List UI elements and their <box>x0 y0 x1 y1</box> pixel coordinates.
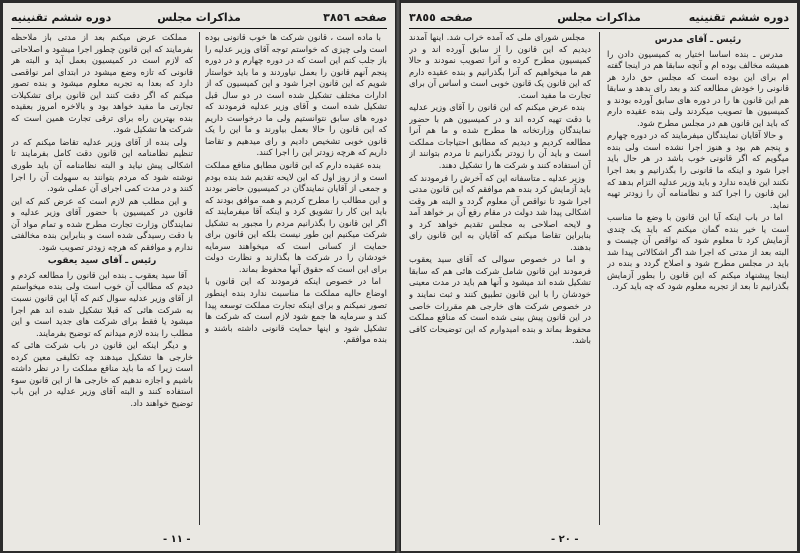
paragraph: مدرس ـ بنده اساسا اختیار به کمیسیون دادن را همیشه مخالف بوده ام و آنچه سابقا هم در اینجا گفته ام برای این بوده است که مجلس حق دارد هر قانونی را خودش مطالعه کند و بعد رای بدهد و سابقا هم این قانون ها را در دوره های سابق آورده بودند و کمیسیون ها تصویب میکردند ولی بنده عقیده دارم که باید این قانون هم در مجلس مطرح شود. <box>607 48 789 128</box>
paragraph: با ماده است ، قانون شرکت ها خوب قانونی بوده است ولی چیزی که خواستم توجه آقای وزیر عدلیه را باز جلب کنم این است که در دوره چهارم و در دوره پنجم آنهم قانون را بعمل نیاوردند و ما باید خواستار شویم که این قانون اجرا شود و این کمیسیون که از ادارات مختلف تشکیل شده است در دو سال قبل تشکیل شده است و آقای وزیر عدلیه فرمودند که دوره های سابق نتوانستیم ولی ما درخواست داریم که این قانون را حالا بعمل بیاورند و ما این را یک قانون خوبی تشخیص دادیم و رای میدهیم و تقاضا داریم که هرچه زودتر این را اجرا کنند. <box>205 32 387 158</box>
speaker-heading: رئیس ـ آقای سید یعقوب <box>47 256 157 267</box>
paragraph: وزیر عدلیه ـ متاسفانه این که آخرش را فرمودند که باید آزمایش کرد بنده هم موافقم که این قانون مدتی اجرا شود تا نواقص آن معلوم گردد و البته هر وقت اشکالی پیدا شد دولت در مقام رفع آن بر خواهد آمد و لایحه اصلاحی به مجلس تقدیم خواهد کرد و بنابراین تقاضا میکنم که آقایان به این قانون رای بدهند. <box>409 172 591 252</box>
column-divider <box>199 32 200 525</box>
page-number-label: صفحه ٣٨٥٥ <box>409 11 473 24</box>
page-footer-number: - ٢٠ - <box>551 534 579 545</box>
header-title: مذاکرات مجلس <box>157 11 241 24</box>
paragraph: و اما در خصوص سوالی که آقای سید یعقوب فرمودند این قانون شامل شرکت هائی هم که سابقا تشکیل شده اند میشود و آنها هم باید در مدت معینی خودشان را با این قانون تطبیق کنند و ثبت نمایند و در خصوص شرکت های خارجی هم مقررات خاصی در این قانون پیش بینی شده است که منافع مملکت محفوظ بماند و بنده امیدوارم که این توضیحات کافی باشد. <box>409 254 591 346</box>
page-footer-number: - ١١ - <box>163 534 191 545</box>
paragraph: مجلس شورای ملی که آمده خراب شد. اینها آمدند دیدیم که این قانون را از سابق آورده اند و در کمیسیون مطرح کرده و آنرا تصویب نمودند و حالا هم ما میخواهیم که آنرا بگذرانیم و بنده عقیده دارم که این قانون یک قانون خوبی است و اساس آن برای تجارت ما مفید است. <box>409 32 591 100</box>
paragraph: و حالا آقایان نمایندگان میفرمایند که در دوره چهارم و پنجم هم بود و هنوز اجرا نشده است ولی بنده میگویم که اگر قانونی خوب باشد در هر حال باید اجرا شود و اینکه ما قانونی را بگذرانیم و بعد اجرا نکنند این فایده ندارد و باید وزیر عدلیه التزام بدهد که این قانون را اجرا کند و نظامنامه آن را زودتر تهیه نماید. <box>607 130 789 210</box>
paragraph: بنده عرض میکنم که این قانون را آقای وزیر عدلیه با دقت تهیه کرده اند و در کمیسیون هم با حضور نمایندگان وزارتخانه ها مطرح شده و ما هم آنرا مطالعه کردیم و دیدیم که مطابق احتیاجات مملکت است و باید آن را زودتر بگذرانیم تا مردم بتوانند از آن استفاده کنند و شرکت ها را تشکیل دهند. <box>409 102 591 171</box>
speaker-heading: رئیس ـ آقای مدرس <box>654 35 742 45</box>
paragraph: مملکت عرض میکنم بعد از مدتی باز ملاحظه بفرمایند که این قانون چطور اجرا میشود و اصلاحاتی که لازم است در کمیسیون بعمل آید و البته هر قانونی که تازه وضع میشود در ابتدای امر نواقصی دارد که بعدا به تجربه معلوم میشود و بنده تصور میکنم که اگر دقت کنند این قانون برای تشکیلات تجارتی ما مفید خواهد بود و بالاخره امروز بعقیده بنده بهترین راه برای ترقی تجارت همین است که شرکت ها تشکیل شود. <box>11 32 193 135</box>
paragraph: و دیگر اینکه این قانون در باب شرکت هائی که خارجی ها تشکیل میدهند چه تکلیفی معین کرده است زیرا که ما باید منافع مملکت را در نظر داشته باشیم و اجازه ندهیم که خارجی ها از این قانون سوء استفاده کنند و البته آقای وزیر عدلیه در این باب توضیح خواهند داد. <box>11 340 193 408</box>
paragraph: ولی بنده از آقای وزیر عدلیه تقاضا میکنم که در تنظیم نظامنامه این قانون دقت کامل بفرمایند تا اشکالی پیش نیاید و البته نظامنامه آن باید طوری نوشته شود که مردم بتوانند به سهولت آن را اجرا کنند و در مدت کمی اجرای آن عملی شود. <box>11 136 193 194</box>
paragraph: بنده عقیده دارم که این قانون مطابق منافع مملکت است و از روز اول که این لایحه تقدیم شد بنده بودم و جمعی از آقایان نمایندگان در کمیسیون حاضر بودند و این مطالب را مطرح کردیم و همه موافق بودند که باید این کار را تشویق کرد و اینکه آقا میفرمایند که اگر این قانون را بگذرانیم مردم را مجبور به تشکیل شرکت میکنیم این طور نیست بلکه این قانون برای حمایت از کسانی است که میخواهند سرمایه خودشان را در شرکت ها بگذارند و نظارت دولت برای این است که حقوق آنها محفوظ بماند. <box>205 160 387 274</box>
paragraph: اما در باب اینکه آیا این قانون با وضع ما مناسب است یا خیر بنده گمان میکنم که باید یک چندی آزمایش کرد تا معلوم شود که نواقص آن چیست و البته بعد از مدتی که اجرا شد اگر اشکالاتی پیدا شد باید در مجلس مطرح شود و اصلاح گردد و بنده در اینجا پیشنهاد میکنم که این قانون را بطور آزمایش بگذرانیم تا بعد از تجربه معلوم شود که چه باید کرد. <box>607 212 789 292</box>
page-number-label: صفحه ٣٨٥٦ <box>323 11 387 24</box>
page-header <box>409 9 789 29</box>
text-column-right <box>607 32 789 525</box>
left-page <box>3 3 395 551</box>
header-title: مذاکرات مجلس <box>557 11 641 24</box>
column-divider <box>599 32 600 525</box>
header-rule <box>409 28 789 29</box>
text-column-left <box>11 32 193 525</box>
text-column-right <box>205 32 387 525</box>
page-header <box>11 9 387 29</box>
paragraph: و این مطلب هم لازم است که عرض کنم که این قانون در کمیسیون با حضور آقای وزیر عدلیه و نمایندگان وزارت تجارت مطرح شده و تمام مواد آن با دقت رسیدگی شده است و بنابراین بنده مخالفتی ندارم و موافقم که هرچه زودتر تصویب شود. <box>11 195 193 252</box>
paragraph: اما در خصوص اینکه فرمودند که این قانون با اوضاع حالیه مملکت ما مناسبت ندارد بنده اینطور تصور نمیکنم و برای اینکه تجارت مملکت توسعه پیدا کند و سرمایه ها جمع شود لازم است که شرکت ها تشکیل شود و اینها حمایت قانونی داشته باشند و بنده موافقم. <box>205 276 387 345</box>
text-column-left <box>409 32 591 525</box>
header-session: دوره ششم تقنینیه <box>11 11 112 24</box>
right-page <box>401 3 797 551</box>
paragraph: آقا سید یعقوب ـ بنده این قانون را مطالعه کردم و دیدم که مطالب آن خوب است ولی بنده میخواستم از آقای وزیر عدلیه سوال کنم که آیا این قانون نسبت به شرکت هائی که قبلا تشکیل شده اند هم اجرا میشود یا فقط برای شرکت های جدید است و این مطلب را بنده لازم میدانم که توضیح بفرمایند. <box>11 269 193 338</box>
header-session: دوره ششم تقنینیه <box>688 11 789 24</box>
header-rule <box>11 28 387 29</box>
